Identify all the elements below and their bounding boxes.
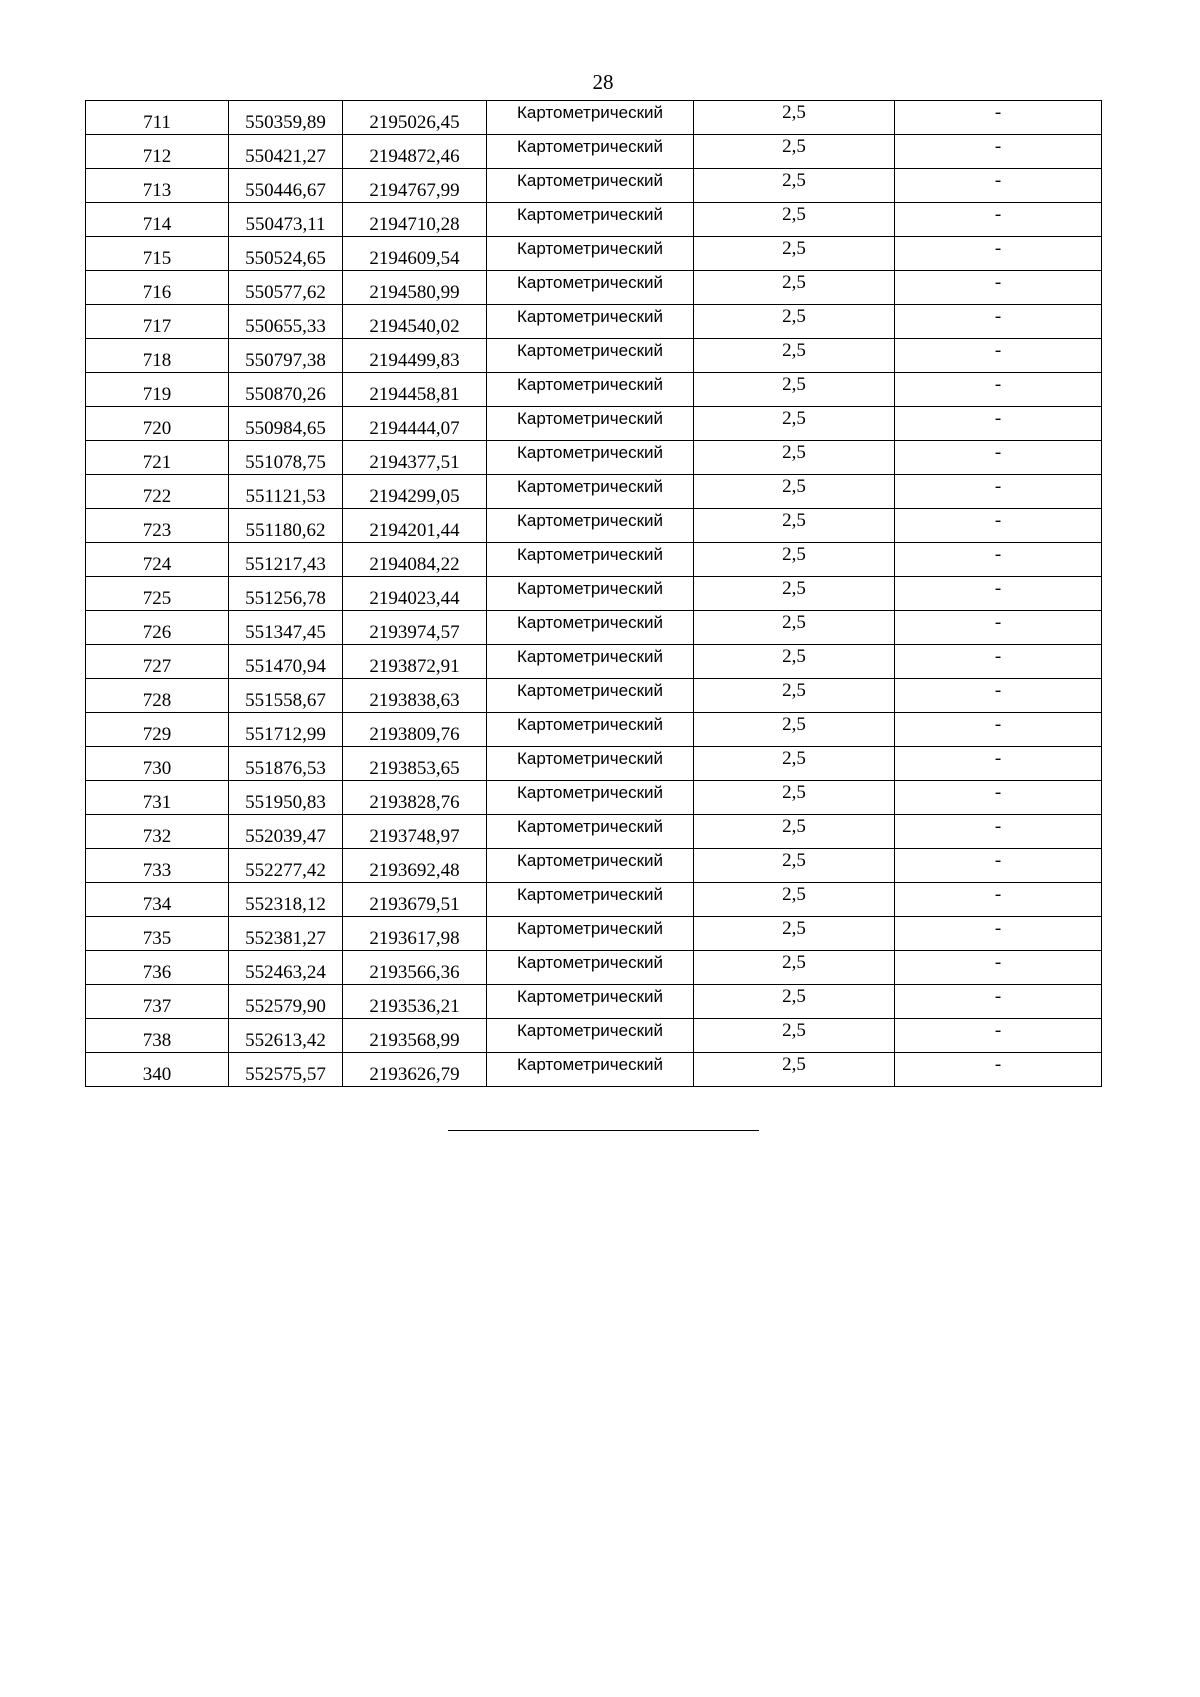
y-coordinate-cell: 2193872,91 [343, 645, 487, 679]
end-of-document-line [448, 1130, 759, 1131]
x-coordinate-cell: 551256,78 [229, 577, 343, 611]
method-cell: Картометрический [487, 577, 694, 611]
method-cell: Картометрический [487, 781, 694, 815]
extra-cell: - [895, 1053, 1102, 1087]
table-row [86, 407, 1102, 441]
extra-cell: - [895, 237, 1102, 271]
method-cell: Картометрический [487, 407, 694, 441]
point-number-cell: 734 [86, 883, 229, 917]
extra-cell: - [895, 169, 1102, 203]
y-coordinate-cell: 2194023,44 [343, 577, 487, 611]
x-coordinate-cell: 551712,99 [229, 713, 343, 747]
table-row [86, 135, 1102, 169]
table-row [86, 169, 1102, 203]
accuracy-cell: 2,5 [694, 849, 895, 883]
point-number-cell: 733 [86, 849, 229, 883]
y-coordinate-cell: 2194872,46 [343, 135, 487, 169]
point-number-cell: 713 [86, 169, 229, 203]
accuracy-cell: 2,5 [694, 101, 895, 135]
accuracy-cell: 2,5 [694, 747, 895, 781]
accuracy-cell: 2,5 [694, 917, 895, 951]
table-row [86, 849, 1102, 883]
accuracy-cell: 2,5 [694, 679, 895, 713]
point-number-cell: 724 [86, 543, 229, 577]
method-cell: Картометрический [487, 543, 694, 577]
method-cell: Картометрический [487, 101, 694, 135]
accuracy-cell: 2,5 [694, 305, 895, 339]
method-cell: Картометрический [487, 441, 694, 475]
accuracy-cell: 2,5 [694, 883, 895, 917]
coordinates-table-body [86, 101, 1102, 1087]
accuracy-cell: 2,5 [694, 1019, 895, 1053]
point-number-cell: 728 [86, 679, 229, 713]
table-row [86, 1019, 1102, 1053]
x-coordinate-cell: 550870,26 [229, 373, 343, 407]
accuracy-cell: 2,5 [694, 815, 895, 849]
y-coordinate-cell: 2193853,65 [343, 747, 487, 781]
method-cell: Картометрический [487, 849, 694, 883]
coordinates-table [85, 100, 1102, 1087]
table-row [86, 679, 1102, 713]
accuracy-cell: 2,5 [694, 373, 895, 407]
x-coordinate-cell: 551470,94 [229, 645, 343, 679]
point-number-cell: 727 [86, 645, 229, 679]
point-number-cell: 723 [86, 509, 229, 543]
accuracy-cell: 2,5 [694, 135, 895, 169]
table-row [86, 475, 1102, 509]
point-number-cell: 726 [86, 611, 229, 645]
accuracy-cell: 2,5 [694, 577, 895, 611]
table-row [86, 237, 1102, 271]
method-cell: Картометрический [487, 951, 694, 985]
y-coordinate-cell: 2194201,44 [343, 509, 487, 543]
point-number-cell: 720 [86, 407, 229, 441]
x-coordinate-cell: 550473,11 [229, 203, 343, 237]
x-coordinate-cell: 550984,65 [229, 407, 343, 441]
extra-cell: - [895, 373, 1102, 407]
point-number-cell: 718 [86, 339, 229, 373]
point-number-cell: 738 [86, 1019, 229, 1053]
point-number-cell: 719 [86, 373, 229, 407]
extra-cell: - [895, 101, 1102, 135]
accuracy-cell: 2,5 [694, 475, 895, 509]
extra-cell: - [895, 577, 1102, 611]
point-number-cell: 716 [86, 271, 229, 305]
x-coordinate-cell: 551217,43 [229, 543, 343, 577]
point-number-cell: 722 [86, 475, 229, 509]
x-coordinate-cell: 550359,89 [229, 101, 343, 135]
table-row [86, 815, 1102, 849]
y-coordinate-cell: 2194084,22 [343, 543, 487, 577]
x-coordinate-cell: 550524,65 [229, 237, 343, 271]
extra-cell: - [895, 1019, 1102, 1053]
method-cell: Картометрический [487, 237, 694, 271]
accuracy-cell: 2,5 [694, 203, 895, 237]
y-coordinate-cell: 2193809,76 [343, 713, 487, 747]
table-row [86, 917, 1102, 951]
method-cell: Картометрический [487, 917, 694, 951]
x-coordinate-cell: 550655,33 [229, 305, 343, 339]
method-cell: Картометрический [487, 203, 694, 237]
point-number-cell: 730 [86, 747, 229, 781]
y-coordinate-cell: 2193566,36 [343, 951, 487, 985]
accuracy-cell: 2,5 [694, 1053, 895, 1087]
x-coordinate-cell: 550446,67 [229, 169, 343, 203]
page-number: 28 [592, 70, 614, 94]
extra-cell: - [895, 407, 1102, 441]
y-coordinate-cell: 2193828,76 [343, 781, 487, 815]
point-number-cell: 721 [86, 441, 229, 475]
extra-cell: - [895, 271, 1102, 305]
x-coordinate-cell: 552463,24 [229, 951, 343, 985]
point-number-cell: 735 [86, 917, 229, 951]
accuracy-cell: 2,5 [694, 509, 895, 543]
method-cell: Картометрический [487, 747, 694, 781]
method-cell: Картометрический [487, 305, 694, 339]
y-coordinate-cell: 2193748,97 [343, 815, 487, 849]
extra-cell: - [895, 339, 1102, 373]
point-number-cell: 712 [86, 135, 229, 169]
x-coordinate-cell: 552039,47 [229, 815, 343, 849]
accuracy-cell: 2,5 [694, 271, 895, 305]
method-cell: Картометрический [487, 815, 694, 849]
extra-cell: - [895, 135, 1102, 169]
method-cell: Картометрический [487, 645, 694, 679]
table-row [86, 339, 1102, 373]
table-row [86, 781, 1102, 815]
x-coordinate-cell: 550577,62 [229, 271, 343, 305]
extra-cell: - [895, 849, 1102, 883]
method-cell: Картометрический [487, 475, 694, 509]
table-row [86, 747, 1102, 781]
x-coordinate-cell: 551876,53 [229, 747, 343, 781]
method-cell: Картометрический [487, 169, 694, 203]
point-number-cell: 725 [86, 577, 229, 611]
accuracy-cell: 2,5 [694, 441, 895, 475]
point-number-cell: 736 [86, 951, 229, 985]
accuracy-cell: 2,5 [694, 339, 895, 373]
extra-cell: - [895, 679, 1102, 713]
table-row [86, 611, 1102, 645]
table-row [86, 543, 1102, 577]
table-row [86, 203, 1102, 237]
y-coordinate-cell: 2194609,54 [343, 237, 487, 271]
x-coordinate-cell: 552381,27 [229, 917, 343, 951]
y-coordinate-cell: 2194540,02 [343, 305, 487, 339]
x-coordinate-cell: 552613,42 [229, 1019, 343, 1053]
accuracy-cell: 2,5 [694, 645, 895, 679]
y-coordinate-cell: 2193617,98 [343, 917, 487, 951]
extra-cell: - [895, 951, 1102, 985]
method-cell: Картометрический [487, 271, 694, 305]
x-coordinate-cell: 552579,90 [229, 985, 343, 1019]
method-cell: Картометрический [487, 509, 694, 543]
point-number-cell: 729 [86, 713, 229, 747]
extra-cell: - [895, 883, 1102, 917]
accuracy-cell: 2,5 [694, 237, 895, 271]
table-row [86, 101, 1102, 135]
extra-cell: - [895, 781, 1102, 815]
extra-cell: - [895, 985, 1102, 1019]
x-coordinate-cell: 552318,12 [229, 883, 343, 917]
extra-cell: - [895, 509, 1102, 543]
accuracy-cell: 2,5 [694, 713, 895, 747]
table-row [86, 713, 1102, 747]
extra-cell: - [895, 645, 1102, 679]
method-cell: Картометрический [487, 611, 694, 645]
point-number-cell: 731 [86, 781, 229, 815]
y-coordinate-cell: 2193838,63 [343, 679, 487, 713]
method-cell: Картометрический [487, 1053, 694, 1087]
extra-cell: - [895, 305, 1102, 339]
x-coordinate-cell: 551950,83 [229, 781, 343, 815]
x-coordinate-cell: 551347,45 [229, 611, 343, 645]
method-cell: Картометрический [487, 339, 694, 373]
y-coordinate-cell: 2194458,81 [343, 373, 487, 407]
x-coordinate-cell: 550421,27 [229, 135, 343, 169]
accuracy-cell: 2,5 [694, 951, 895, 985]
table-row [86, 985, 1102, 1019]
table-row [86, 271, 1102, 305]
point-number-cell: 715 [86, 237, 229, 271]
extra-cell: - [895, 713, 1102, 747]
extra-cell: - [895, 917, 1102, 951]
y-coordinate-cell: 2194377,51 [343, 441, 487, 475]
table-row [86, 441, 1102, 475]
y-coordinate-cell: 2194580,99 [343, 271, 487, 305]
method-cell: Картометрический [487, 135, 694, 169]
table-row [86, 951, 1102, 985]
table-row [86, 305, 1102, 339]
x-coordinate-cell: 552575,57 [229, 1053, 343, 1087]
point-number-cell: 714 [86, 203, 229, 237]
point-number-cell: 732 [86, 815, 229, 849]
table-row [86, 509, 1102, 543]
point-number-cell: 340 [86, 1053, 229, 1087]
accuracy-cell: 2,5 [694, 781, 895, 815]
x-coordinate-cell: 552277,42 [229, 849, 343, 883]
y-coordinate-cell: 2193626,79 [343, 1053, 487, 1087]
x-coordinate-cell: 551180,62 [229, 509, 343, 543]
extra-cell: - [895, 543, 1102, 577]
extra-cell: - [895, 611, 1102, 645]
accuracy-cell: 2,5 [694, 985, 895, 1019]
method-cell: Картометрический [487, 1019, 694, 1053]
method-cell: Картометрический [487, 713, 694, 747]
x-coordinate-cell: 551078,75 [229, 441, 343, 475]
x-coordinate-cell: 551558,67 [229, 679, 343, 713]
accuracy-cell: 2,5 [694, 407, 895, 441]
point-number-cell: 737 [86, 985, 229, 1019]
y-coordinate-cell: 2194499,83 [343, 339, 487, 373]
y-coordinate-cell: 2194299,05 [343, 475, 487, 509]
y-coordinate-cell: 2195026,45 [343, 101, 487, 135]
y-coordinate-cell: 2193974,57 [343, 611, 487, 645]
extra-cell: - [895, 747, 1102, 781]
y-coordinate-cell: 2194767,99 [343, 169, 487, 203]
method-cell: Картометрический [487, 373, 694, 407]
y-coordinate-cell: 2194444,07 [343, 407, 487, 441]
y-coordinate-cell: 2193568,99 [343, 1019, 487, 1053]
extra-cell: - [895, 441, 1102, 475]
point-number-cell: 711 [86, 101, 229, 135]
extra-cell: - [895, 203, 1102, 237]
y-coordinate-cell: 2193692,48 [343, 849, 487, 883]
extra-cell: - [895, 475, 1102, 509]
y-coordinate-cell: 2194710,28 [343, 203, 487, 237]
y-coordinate-cell: 2193679,51 [343, 883, 487, 917]
extra-cell: - [895, 815, 1102, 849]
x-coordinate-cell: 551121,53 [229, 475, 343, 509]
table-row [86, 577, 1102, 611]
table-row [86, 373, 1102, 407]
y-coordinate-cell: 2193536,21 [343, 985, 487, 1019]
accuracy-cell: 2,5 [694, 169, 895, 203]
method-cell: Картометрический [487, 883, 694, 917]
x-coordinate-cell: 550797,38 [229, 339, 343, 373]
method-cell: Картометрический [487, 679, 694, 713]
table-row [86, 645, 1102, 679]
point-number-cell: 717 [86, 305, 229, 339]
method-cell: Картометрический [487, 985, 694, 1019]
accuracy-cell: 2,5 [694, 611, 895, 645]
table-row [86, 883, 1102, 917]
accuracy-cell: 2,5 [694, 543, 895, 577]
table-row [86, 1053, 1102, 1087]
